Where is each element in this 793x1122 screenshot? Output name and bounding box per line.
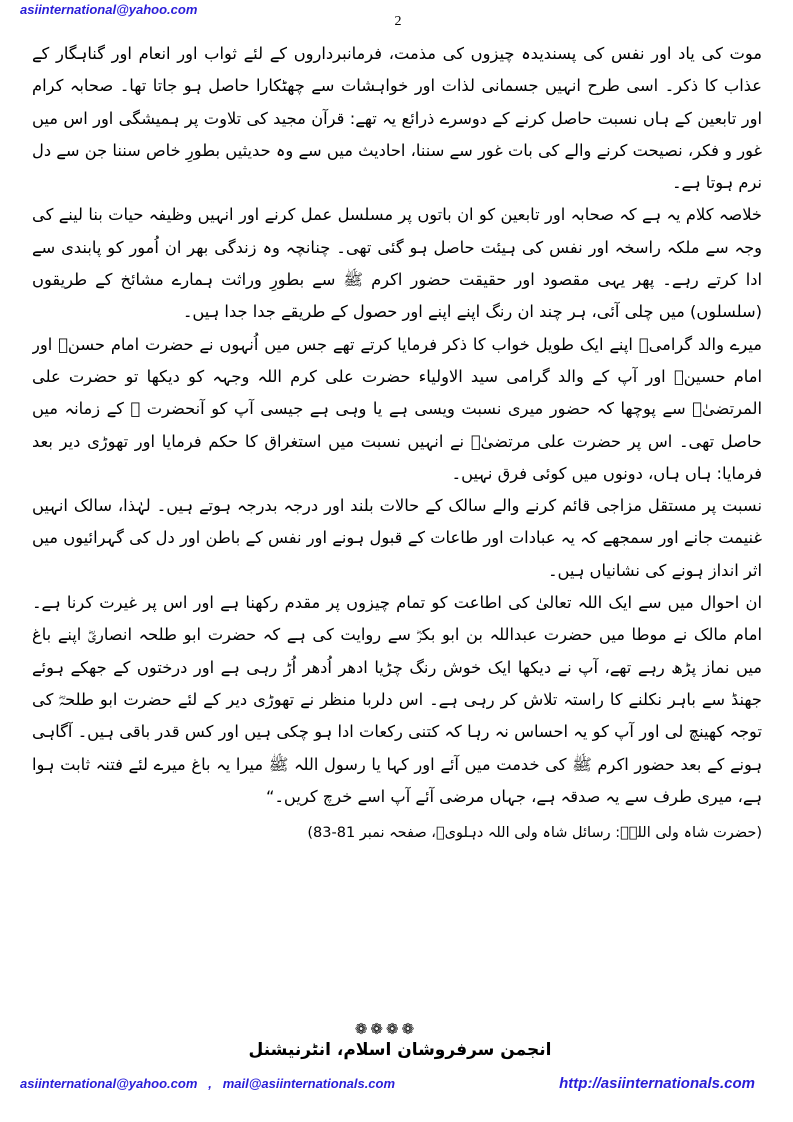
- paragraph-5: ان احوال میں سے ایک اللہ تعالیٰ کی اطاعت کو تمام چیزوں پر مقدم رکھنا ہے اور اس پر غیرت کرنا ہے۔ امام مالک نے موطا میں حضرت عبداللہ بن ابو بکرؓ سے روایت کی ہے کہ حضرت ابو طلحہ انصاریؓ اپنے باغ میں نماز پڑھ رہے تھے، آپ نے دیکھا ایک خوش رنگ چڑیا ادھر اُدھر اُڑ رہی ہے اور درختوں کے جھکے ہوئے جھنڈ سے باہر نکلنے کا راستہ تلاش کر رہی ہے۔ اس دلربا منظر نے تھوڑی دیر کے لئے حضرت ابو طلحہؓ کی توجہ کھینچ لی اور آپ کو یہ احساس نہ رہا کہ کتنی رکعات ادا ہو چکی ہیں اور کس قدر باقی ہیں۔ آگاہی ہونے کے بعد حضور اکرم ﷺ کی خدمت میں آئے اور کہا یا رسول اللہ ﷺ میرا یہ باغ میرے لئے فتنہ ثابت ہوا ہے، میری طرف سے یہ صدقہ ہے، جہاں مرضی آئے آپ اسے خرچ کریں۔“: [32, 593, 762, 806]
- page-number: 2: [394, 14, 402, 29]
- footer-website-link[interactable]: http://asiinternationals.com: [559, 1075, 755, 1092]
- paragraph-2: خلاصہ کلام یہ ہے کہ صحابہ اور تابعین کو ان باتوں پر مسلسل عمل کرنے اور انہیں وظیفہ حیات بنا لینے کی وجہ سے ملکہ راسخہ اور نفس کی ہیئت حاصل ہو گئی تھی۔ چنانچہ وہ زندگی بھر ان اُمور کو پابندی سے ادا کرتے رہے۔ پھر یہی مقصود اور حقیقت حضور اکرم ﷺ سے بطورِ وراثت ہمارے مشائخ کے طریقوں (سلسلوں) میں چلی آئی، ہر چند ان رنگ اپنے اپنے اور حصول کے طریقے جدا جدا ہیں۔: [32, 205, 762, 322]
- decorative-separator-icon: ❁❁❁❁: [354, 1020, 418, 1038]
- paragraph-1: موت کی یاد اور نفس کی پسندیدہ چیزوں کی مذمت، فرمانبرداروں کے لئے ثواب اور انعام اور گناہگار کے عذاب کا ذکر۔ اسی طرح انہیں جسمانی لذات اور خواہشات سے چھٹکارا حاصل ہو جاتا تھا۔ صحابہ کرام اور تابعین کے ہاں نسبت حاصل کرنے کے دوسرے ذرائع یہ تھے: قرآن مجید کی تلاوت پر ہمیشگی اور اس میں غور و فکر، نصیحت کرنے والے کی بات غور سے سننا، احادیث میں سے وہ حدیثیں بطورِ خاص سننا جن سے دل نرم ہوتا ہے۔: [32, 44, 762, 193]
- paragraph-3: میرے والد گرامیؒ اپنے ایک طویل خواب کا ذکر فرمایا کرتے تھے جس میں اُنہوں نے حضرت امام حسنؓ اور امام حسینؓ اور آپ کے والد گرامی سید الاولیاء حضرت علی کرم اللہ وجہہ کو دیکھا تو حضرت علی المرتضیٰؓ سے پوچھا کہ حضور میری نسبت ویسی ہے یا وہی ہے جیسی آپ کو آنحضرت ﷺ کے زمانہ میں حاصل تھی۔ اس پر حضرت علی مرتضیٰؓ نے انہیں نسبت میں استغراق کا حکم فرمایا اور تھوڑی دیر بعد فرمایا: ہاں ہاں، دونوں میں کوئی فرق نہیں۔: [32, 334, 762, 483]
- header-email-link[interactable]: asiinternational@yahoo.com: [20, 2, 198, 17]
- footer-emails: [20, 1076, 395, 1091]
- paragraph-4: نسبت پر مستقل مزاجی قائم کرنے والے سالک کے حالات بلند اور درجہ بدرجہ ہوتے ہیں۔ لہٰذا، سالک انہیں غنیمت جانے اور سمجھے کہ یہ عبادات اور طاعات کے قبول ہونے اور نفس کے باطن اور دل کی گہرائیوں میں اثر انداز ہونے کی نشانیاں ہیں۔: [32, 496, 762, 580]
- footer-email-1-link[interactable]: asiinternational@yahoo.com: [20, 1076, 198, 1091]
- footer-separator: ,: [208, 1076, 212, 1091]
- article-body: [32, 38, 762, 1013]
- citation: (حضرت شاہ ولی اللہؒ: رسائل شاہ ولی اللہ دہلویؒ، صفحہ نمبر 81-83): [307, 825, 762, 842]
- organization-name: انجمن سرفروشان اسلام، انٹرنیشنل: [248, 1040, 552, 1060]
- footer-email-2-link[interactable]: mail@asiinternationals.com: [222, 1076, 396, 1091]
